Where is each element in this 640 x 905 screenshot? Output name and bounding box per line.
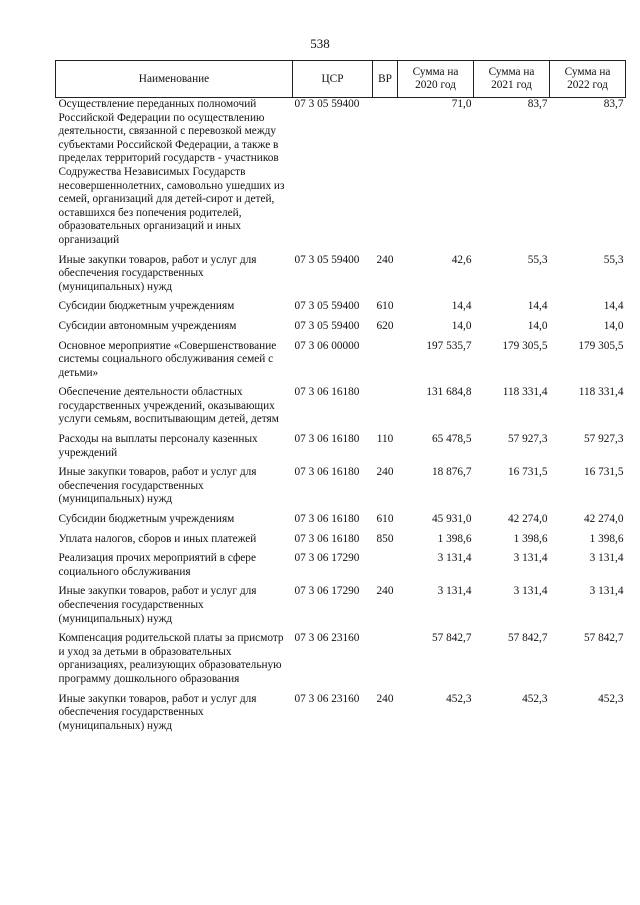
row-sum-2020: 452,3 bbox=[446, 692, 472, 705]
row-sum-2021: 14,4 bbox=[527, 300, 548, 313]
row-sum-2020: 65 478,5 bbox=[431, 433, 472, 446]
table-row bbox=[56, 300, 626, 320]
row-sum-2021: 55,3 bbox=[527, 253, 548, 266]
header-vr: ВР bbox=[373, 61, 398, 98]
table-row bbox=[56, 98, 626, 254]
header-sum-2020: Сумма на 2020 год bbox=[398, 61, 474, 98]
row-vr: 240 bbox=[376, 692, 394, 705]
table-row bbox=[56, 585, 626, 632]
row-sum-2021: 57 927,3 bbox=[507, 433, 548, 446]
row-sum-2020: 3 131,4 bbox=[437, 552, 472, 565]
row-csr: 07 3 05 59400 bbox=[294, 319, 360, 332]
table-header bbox=[56, 61, 626, 98]
table-row bbox=[56, 433, 626, 466]
row-vr: 610 bbox=[376, 513, 394, 526]
row-vr bbox=[373, 632, 398, 692]
row-vr bbox=[373, 552, 398, 585]
row-name: Основное мероприятие «Совершенствование системы социального обслуживания семей с детьми» bbox=[58, 339, 277, 379]
row-sum-2020: 45 931,0 bbox=[431, 513, 472, 526]
row-sum-2022: 1 398,6 bbox=[589, 532, 624, 545]
row-sum-2021: 57 842,7 bbox=[507, 632, 548, 645]
row-name: Уплата налогов, сборов и иных платежей bbox=[58, 532, 257, 545]
page-number: 538 bbox=[310, 36, 330, 51]
header-csr: ЦСР bbox=[293, 61, 373, 98]
row-name: Осуществление переданных полномочий Российской Федерации по осуществлению деятельности, связанной с перевозкой между субъектами Российской Федерации, а также в пределах территорий государств - участников Содружества Независимых Государств несовершеннолетних, самовольно ушедших из семей, организаций для детей-сирот и детей, оставшихся без попечения родителей, образовательных организаций и иных организаций bbox=[58, 98, 285, 246]
row-sum-2020: 1 398,6 bbox=[437, 532, 472, 545]
row-csr: 07 3 06 17290 bbox=[294, 552, 360, 565]
row-sum-2020: 197 535,7 bbox=[426, 339, 472, 352]
row-sum-2020: 71,0 bbox=[451, 98, 472, 110]
row-sum-2022: 118 331,4 bbox=[578, 386, 624, 399]
header-sum-2021: Сумма на 2021 год bbox=[474, 61, 550, 98]
row-csr: 07 3 06 23160 bbox=[294, 692, 360, 705]
row-vr: 240 bbox=[376, 585, 394, 598]
row-sum-2021: 42 274,0 bbox=[507, 513, 548, 526]
row-csr: 07 3 05 59400 bbox=[294, 253, 360, 266]
row-sum-2021: 118 331,4 bbox=[502, 386, 548, 399]
row-name: Иные закупки товаров, работ и услуг для обеспечения государственных (муниципальных) нужд bbox=[58, 692, 257, 732]
row-sum-2020: 42,6 bbox=[451, 253, 472, 266]
table-row bbox=[56, 533, 626, 553]
row-name: Субсидии бюджетным учреждениям bbox=[58, 513, 235, 526]
row-sum-2020: 57 842,7 bbox=[431, 632, 472, 645]
row-csr: 07 3 06 16180 bbox=[294, 433, 360, 446]
row-sum-2022: 14,4 bbox=[603, 300, 624, 313]
row-name: Обеспечение деятельности областных государственных учреждений, оказывающих услуги семьям, воспитывающим детей, детям bbox=[58, 386, 279, 426]
row-sum-2021: 3 131,4 bbox=[513, 552, 548, 565]
row-csr: 07 3 06 23160 bbox=[294, 632, 360, 645]
row-sum-2022: 16 731,5 bbox=[583, 466, 624, 479]
table-row bbox=[56, 632, 626, 692]
row-sum-2021: 1 398,6 bbox=[513, 532, 548, 545]
row-sum-2021: 16 731,5 bbox=[507, 466, 548, 479]
row-csr: 07 3 06 00000 bbox=[294, 339, 360, 352]
row-sum-2020: 18 876,7 bbox=[431, 466, 472, 479]
header-name: Наименование bbox=[56, 61, 293, 98]
row-sum-2020: 14,4 bbox=[451, 300, 472, 313]
row-name: Расходы на выплаты персоналу казенных учреждений bbox=[58, 433, 258, 459]
row-sum-2022: 57 927,3 bbox=[583, 433, 624, 446]
row-vr: 110 bbox=[376, 433, 394, 446]
table-row bbox=[56, 386, 626, 433]
row-sum-2022: 452,3 bbox=[598, 692, 624, 705]
row-sum-2022: 3 131,4 bbox=[589, 552, 624, 565]
row-sum-2020: 14,0 bbox=[451, 319, 472, 332]
row-vr: 240 bbox=[376, 466, 394, 479]
row-sum-2022: 179 305,5 bbox=[578, 339, 624, 352]
header-sum-2022: Сумма на 2022 год bbox=[550, 61, 626, 98]
row-sum-2021: 83,7 bbox=[527, 98, 548, 110]
row-vr bbox=[373, 340, 398, 387]
table-row bbox=[56, 254, 626, 301]
row-vr bbox=[373, 386, 398, 433]
row-sum-2021: 3 131,4 bbox=[513, 585, 548, 598]
table-row bbox=[56, 552, 626, 585]
table-row bbox=[56, 513, 626, 533]
row-sum-2022: 83,7 bbox=[603, 98, 624, 110]
row-sum-2020: 3 131,4 bbox=[437, 585, 472, 598]
row-vr: 240 bbox=[376, 253, 394, 266]
row-csr: 07 3 06 16180 bbox=[294, 386, 360, 399]
table-row bbox=[56, 466, 626, 513]
row-sum-2020: 131 684,8 bbox=[426, 386, 472, 399]
row-vr: 610 bbox=[376, 300, 394, 313]
row-sum-2022: 14,0 bbox=[603, 319, 624, 332]
row-sum-2021: 452,3 bbox=[522, 692, 548, 705]
row-vr bbox=[373, 98, 398, 254]
row-csr: 07 3 06 16180 bbox=[294, 532, 360, 545]
row-vr: 620 bbox=[376, 319, 394, 332]
row-name: Иные закупки товаров, работ и услуг для обеспечения государственных (муниципальных) нужд bbox=[58, 253, 257, 293]
row-vr: 850 bbox=[376, 532, 394, 545]
row-name: Компенсация родительской платы за присмотр и уход за детьми в образовательных организациях, реализующих образовательную программу дошкольного образования bbox=[58, 632, 284, 685]
row-csr: 07 3 06 16180 bbox=[294, 466, 360, 479]
table-row bbox=[56, 693, 626, 740]
row-csr: 07 3 06 16180 bbox=[294, 513, 360, 526]
row-csr: 07 3 05 59400 bbox=[294, 98, 360, 110]
table-body bbox=[56, 98, 626, 740]
row-sum-2022: 57 842,7 bbox=[583, 632, 624, 645]
row-name: Субсидии бюджетным учреждениям bbox=[58, 300, 235, 313]
row-csr: 07 3 06 17290 bbox=[294, 585, 360, 598]
row-sum-2022: 3 131,4 bbox=[589, 585, 624, 598]
row-sum-2022: 42 274,0 bbox=[583, 513, 624, 526]
row-name: Иные закупки товаров, работ и услуг для обеспечения государственных (муниципальных) нужд bbox=[58, 585, 257, 625]
row-name: Субсидии автономным учреждениям bbox=[58, 319, 237, 332]
budget-table bbox=[55, 60, 626, 739]
row-name: Иные закупки товаров, работ и услуг для обеспечения государственных (муниципальных) нужд bbox=[58, 466, 257, 506]
table-row bbox=[56, 320, 626, 340]
row-sum-2021: 14,0 bbox=[527, 319, 548, 332]
row-sum-2022: 55,3 bbox=[603, 253, 624, 266]
row-name: Реализация прочих мероприятий в сфере социального обслуживания bbox=[58, 552, 256, 578]
table-row bbox=[56, 340, 626, 387]
row-sum-2021: 179 305,5 bbox=[502, 339, 548, 352]
row-csr: 07 3 05 59400 bbox=[294, 300, 360, 313]
